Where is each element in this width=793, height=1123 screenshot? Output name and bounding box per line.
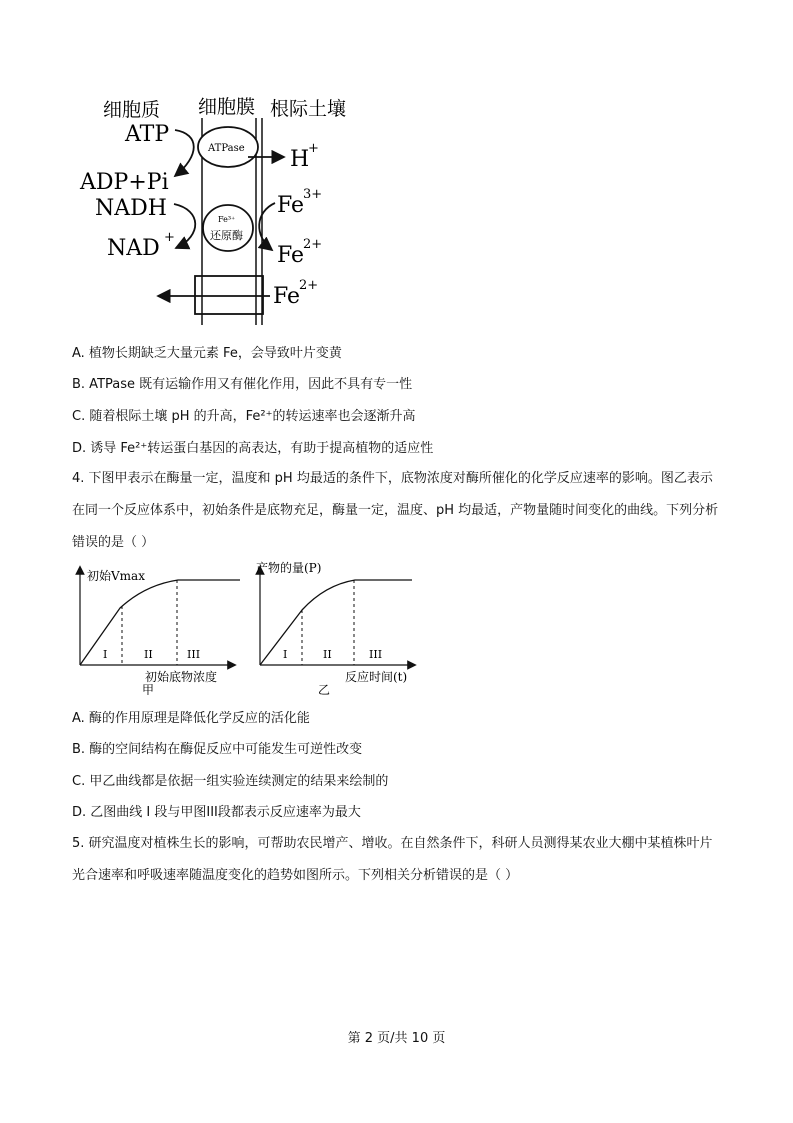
q3-option-d: D. 诱导 Fe²⁺转运蛋白基因的高表达，有助于提高植物的适应性: [72, 441, 434, 456]
label-membrane: 细胞膜: [198, 96, 256, 118]
label-nad: NAD: [107, 236, 160, 261]
chart2-segment-3: III: [369, 648, 383, 661]
q4-option-a: A. 酶的作用原理是降低化学反应的活化能: [72, 711, 310, 726]
transporter-box: [195, 276, 263, 314]
chart2-ylabel: 产物的量(P): [256, 561, 322, 575]
page-footer: 第 2 页/共 10 页: [347, 1031, 446, 1046]
chart2-xlabel: 反应时间(t): [345, 670, 408, 684]
chart1-panel: 甲: [142, 683, 155, 695]
label-enzyme-line2: 还原酶: [210, 229, 243, 242]
label-fe3-sup: 3+: [303, 187, 323, 202]
label-soil: 根际土壤: [270, 98, 347, 120]
label-h: H: [290, 147, 310, 172]
q4-stem: 4. 下图甲表示在酶量一定，温度和 pH 均最适的条件下，底物浓度对酶所催化的化学反应速率的影响。图乙表示在同一个反应体系中，初始条件是底物充足，酶量一定，温度、pH 均最适，产物量随时间变化的曲线。下列分析错误的是（ ）: [72, 471, 719, 550]
nadh-arrow: [174, 204, 195, 248]
chart2-segment-1: I: [283, 648, 288, 661]
iron-uptake-diagram: [0, 0, 793, 340]
label-nad-sup: +: [164, 230, 175, 245]
chart2-segment-2: II: [323, 648, 332, 661]
label-adp: ADP+Pi: [80, 170, 169, 195]
label-fe2a-sup: 2+: [303, 237, 323, 252]
label-fe2a: Fe: [277, 243, 305, 268]
chart1-ylabel: 初始Vmax: [87, 569, 145, 583]
label-fe2b: Fe: [273, 284, 301, 309]
label-h-sup: +: [308, 141, 319, 156]
q3-option-b: B. ATPase 既有运输作用又有催化作用，因此不具有专一性: [72, 377, 413, 392]
chart2-panel: 乙: [318, 683, 331, 695]
q3-option-a: A. 植物长期缺乏大量元素 Fe，会导致叶片变黄: [72, 346, 342, 361]
reductase-ellipse: [203, 205, 253, 251]
label-cytoplasm: 细胞质: [103, 99, 161, 121]
q5-stem: 5. 研究温度对植株生长的影响，可帮助农民增产、增收。在自然条件下，科研人员测得某农业大棚中某植株叶片光合速率和呼吸速率随温度变化的趋势如图所示。下列相关分析错误的是（ ）: [72, 836, 713, 883]
q4-option-c: C. 甲乙曲线都是依据一组实验连续测定的结果来绘制的: [72, 774, 389, 789]
label-fe3: Fe: [277, 193, 305, 218]
chart1-xlabel: 初始底物浓度: [145, 670, 218, 684]
q4-option-d: D. 乙图曲线 I 段与甲图III段都表示反应速率为最大: [72, 805, 361, 820]
q4-charts: [0, 560, 793, 695]
chart1-segment-3: III: [187, 648, 201, 661]
label-atpase: ATPase: [208, 143, 245, 154]
label-enzyme-line1: Fe³⁺: [218, 215, 236, 224]
q4-option-b: B. 酶的空间结构在酶促反应中可能发生可逆性改变: [72, 742, 363, 757]
chart1-segment-1: I: [103, 648, 108, 661]
label-fe2b-sup: 2+: [299, 278, 319, 293]
q3-option-c: C. 随着根际土壤 pH 的升高，Fe²⁺的转运速率也会逐渐升高: [72, 409, 416, 424]
label-atp: ATP: [125, 122, 170, 147]
label-nadh: NADH: [95, 196, 167, 221]
atp-arrow: [175, 130, 194, 176]
chart1-segment-2: II: [144, 648, 153, 661]
